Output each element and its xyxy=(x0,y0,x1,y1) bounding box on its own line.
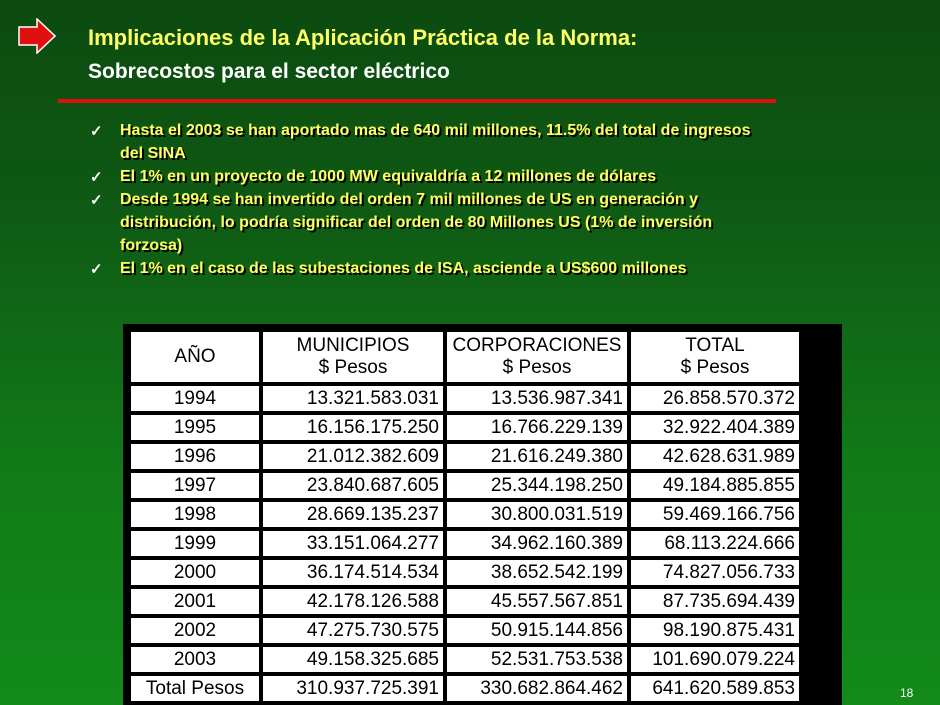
header-corporaciones: CORPORACIONES $ Pesos xyxy=(447,332,627,382)
bullet-continuation: distribución, lo podría significar del orden de 80 Millones US (1% de inversión xyxy=(120,214,713,231)
table-row: 2003 49.158.325.685 52.531.753.538 101.690.079.224 xyxy=(131,647,799,672)
sobrecostos-table xyxy=(127,328,803,705)
table-row: 1997 23.840.687.605 25.344.198.250 49.184.885.855 xyxy=(131,473,799,498)
checkmark-icon: ✓ xyxy=(90,169,103,186)
table-row: 1998 28.669.135.237 30.800.031.519 59.469.166.756 xyxy=(131,502,799,527)
right-arrow-icon xyxy=(18,18,56,54)
title-divider xyxy=(58,99,776,103)
bullet-continuation: del SINA xyxy=(120,145,186,162)
page-number: 18 xyxy=(900,686,914,700)
bullet-item: ✓ El 1% en el caso de las subestaciones de ISA, asciende a US$600 millones xyxy=(90,260,687,278)
bullet-item: ✓ El 1% en un proyecto de 1000 MW equivaldría a 12 millones de dólares xyxy=(90,168,657,186)
table-row: 1999 33.151.064.277 34.962.160.389 68.113.224.666 xyxy=(131,531,799,556)
bullet-list xyxy=(88,120,940,281)
table-row: 2000 36.174.514.534 38.652.542.199 74.827.056.733 xyxy=(131,560,799,585)
table-total-row: Total Pesos 310.937.725.391 330.682.864.462 641.620.589.853 xyxy=(131,676,799,701)
table-row: 1994 13.321.583.031 13.536.987.341 26.858.570.372 xyxy=(131,386,799,411)
header-municipios: MUNICIPIOS $ Pesos xyxy=(263,332,443,382)
header-total: TOTAL $ Pesos xyxy=(631,332,799,382)
bullet-item: ✓ Hasta el 2003 se han aportado mas de 640 mil millones, 11.5% del total de ingresos xyxy=(90,122,751,140)
checkmark-icon: ✓ xyxy=(90,261,103,278)
checkmark-icon: ✓ xyxy=(90,123,103,140)
page-subtitle: Sobrecostos para el sector eléctrico xyxy=(88,60,450,83)
table-row: 1995 16.156.175.250 16.766.229.139 32.922.404.389 xyxy=(131,415,799,440)
bullet-continuation: forzosa) xyxy=(120,237,183,254)
header-ano: AÑO xyxy=(131,332,259,382)
bullet-item: ✓ Desde 1994 se han invertido del orden 7 mil millones de US en generación y xyxy=(90,191,698,209)
table-row: 1996 21.012.382.609 21.616.249.380 42.628.631.989 xyxy=(131,444,799,469)
table-row: 2002 47.275.730.575 50.915.144.856 98.190.875.431 xyxy=(131,618,799,643)
table-header-row xyxy=(131,332,799,382)
data-table-frame xyxy=(123,324,842,705)
checkmark-icon: ✓ xyxy=(90,192,103,209)
page-title: Implicaciones de la Aplicación Práctica de la Norma: xyxy=(88,25,638,50)
table-row: 2001 42.178.126.588 45.557.567.851 87.735.694.439 xyxy=(131,589,799,614)
